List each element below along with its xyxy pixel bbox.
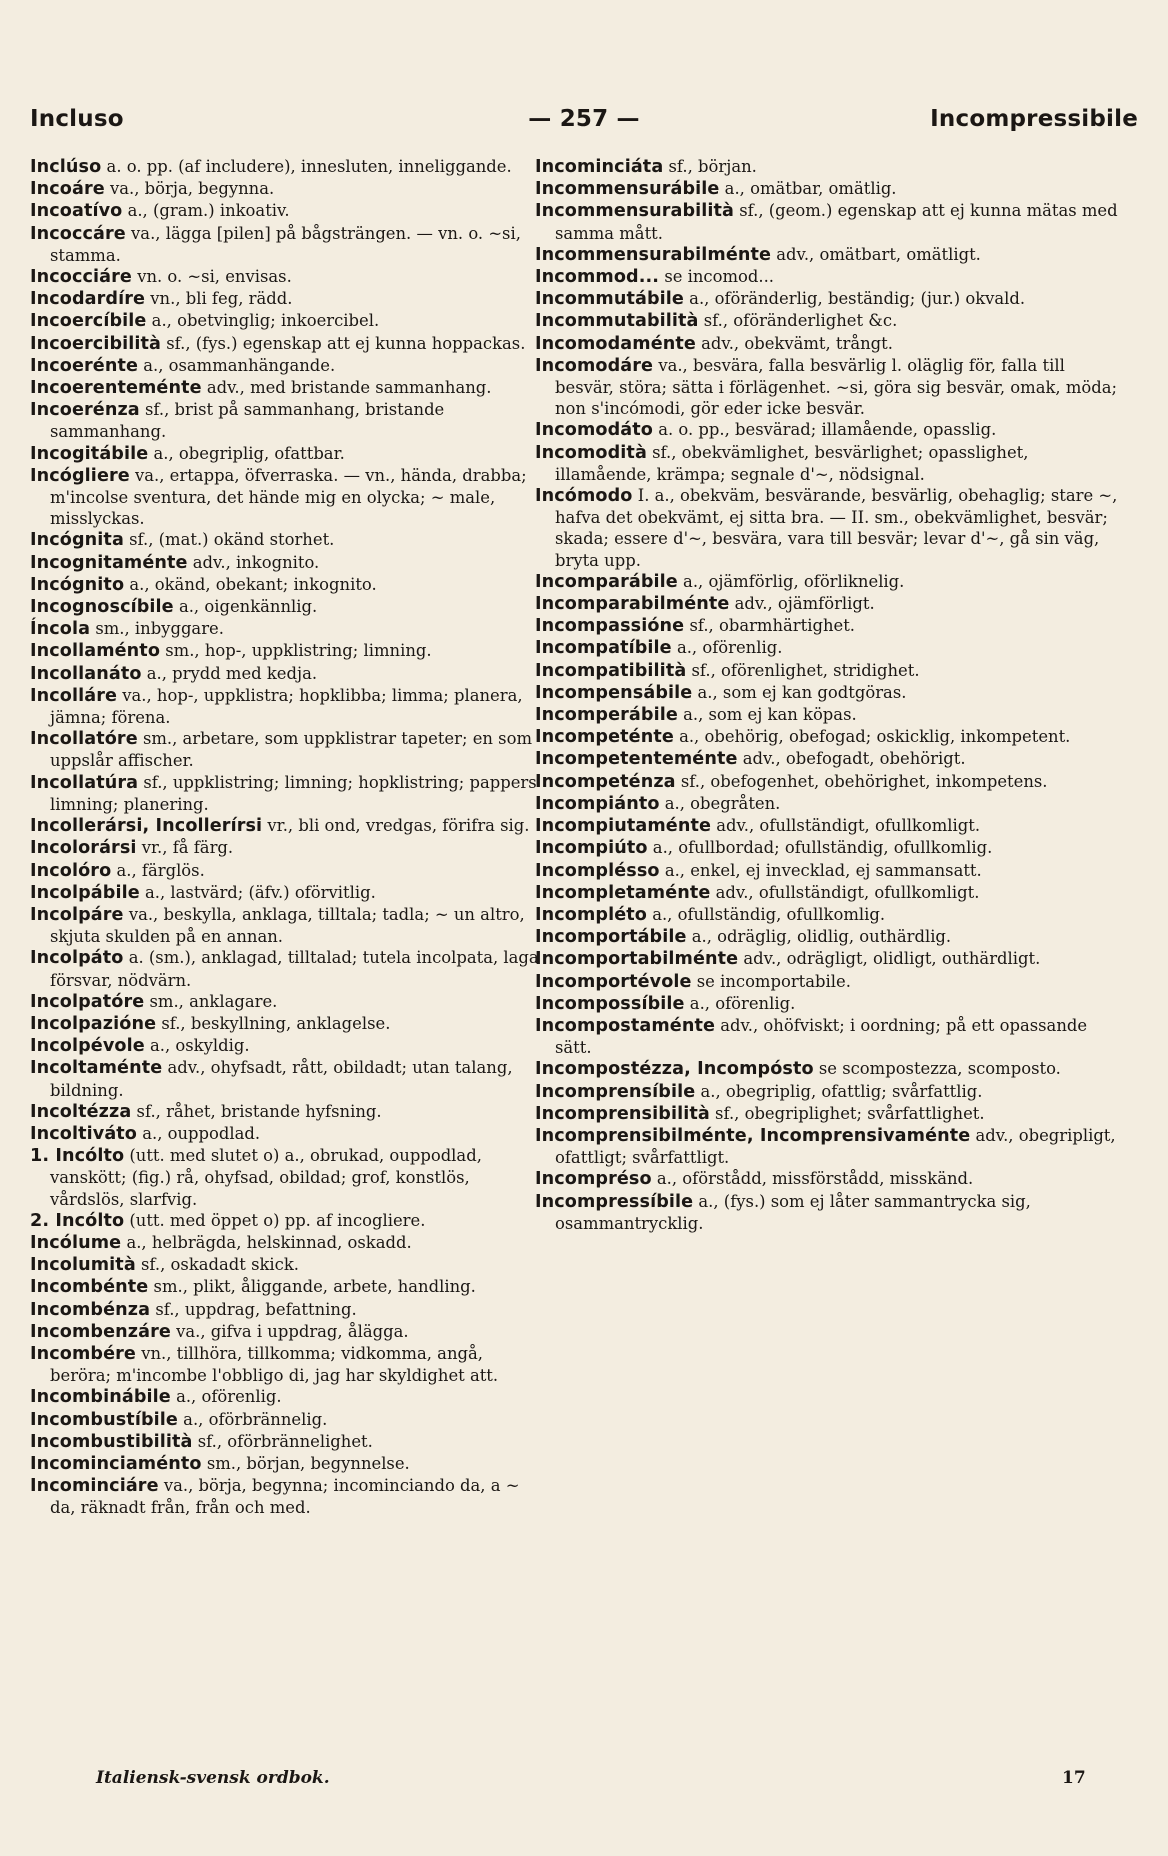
dictionary-entry xyxy=(535,726,1121,748)
entry-definition: sf., beskyllning, anklagelse. xyxy=(161,1013,391,1033)
entry-definition: sf., början. xyxy=(668,157,757,176)
entry-headword: Incolláre xyxy=(30,685,118,706)
dictionary-entry xyxy=(30,728,548,771)
entry-definition: sf., obegriplighet; svårfattlighet. xyxy=(715,1103,985,1123)
entry-definition: a., oskyldig. xyxy=(149,1036,250,1056)
entry-definition: a., oförbrännelig. xyxy=(183,1409,328,1429)
entry-definition: adv., obefogadt, obehörigt. xyxy=(742,749,966,769)
entry-headword: Incoatívo xyxy=(30,201,123,222)
dictionary-entry xyxy=(30,1343,548,1386)
dictionary-entry xyxy=(30,552,548,574)
entry-definition: a., obehörig, obefogad; oskicklig, inkompetent. xyxy=(679,727,1071,747)
dictionary-entry xyxy=(30,837,548,859)
entry-headword: Incolóro xyxy=(30,860,112,881)
entry-definition: sf., brist på sammanhang, bristande sammanhang. xyxy=(50,400,445,442)
dictionary-entry xyxy=(535,637,1121,659)
dictionary-entry xyxy=(535,682,1121,704)
entry-definition: a., oigenkännlig. xyxy=(178,597,318,617)
entry-headword: Incolpatóre xyxy=(30,991,145,1012)
entry-headword: Incompréso xyxy=(535,1169,652,1190)
entry-headword: Incollanáto xyxy=(30,663,142,684)
dictionary-entry xyxy=(535,310,1121,332)
dictionary-entry xyxy=(535,904,1121,926)
entry-headword: Incompatibilità xyxy=(535,660,687,681)
entry-definition: va., besvära, falla besvärlig l. oläglig för, falla till besvär, störa; sätta i förlägenhet. ~si, göra sig besvär, omak, möda; non s'incómodi, gör eder icke besvär. xyxy=(555,355,1118,419)
dictionary-entry xyxy=(30,200,548,222)
signature-mark: 17 xyxy=(1062,1768,1086,1788)
entry-headword: Incomodità xyxy=(535,442,647,463)
entry-headword: Incomparabilménte xyxy=(535,594,730,615)
dictionary-entry xyxy=(30,663,548,685)
entry-headword: Incollatúra xyxy=(30,772,139,793)
entry-definition: a., oföränderlig, beständig; (jur.) okvald. xyxy=(689,289,1026,309)
dictionary-entry xyxy=(535,793,1121,815)
entry-headword: Incollaménto xyxy=(30,641,161,662)
entry-headword: Incoerenteménte xyxy=(30,378,202,399)
entry-headword: Incommensurabilménte xyxy=(535,244,772,265)
entry-definition: va., lägga [pilen] på bågsträngen. — vn. o. ~si, stamma. xyxy=(50,223,521,265)
dictionary-entry xyxy=(30,355,548,377)
dictionary-entry xyxy=(535,948,1121,970)
dictionary-entry xyxy=(535,882,1121,904)
entry-headword: Incogitábile xyxy=(30,443,149,464)
dictionary-entry xyxy=(30,156,548,178)
entry-definition: a., oförenlig. xyxy=(689,993,796,1013)
entry-headword: Incominciáta xyxy=(535,157,664,177)
dictionary-entry xyxy=(30,1232,548,1254)
entry-headword: Incombustibilità xyxy=(30,1431,193,1452)
entry-definition: sf., obekvämlighet, besvärlighet; opasslighet, illamående, krämpa; segnale d'~, nödsignal. xyxy=(555,442,1029,484)
entry-definition: a., osammanhängande. xyxy=(143,355,336,375)
dictionary-entry xyxy=(30,377,548,399)
dictionary-entry xyxy=(30,947,548,990)
entry-headword: Incolpévole xyxy=(30,1036,145,1057)
dictionary-entry xyxy=(535,615,1121,637)
entry-headword: Íncola xyxy=(30,619,91,640)
entry-definition: sm., inbyggare. xyxy=(95,619,224,639)
dictionary-entry xyxy=(30,1145,548,1210)
entry-headword: Incólume xyxy=(30,1232,122,1253)
dictionary-entry xyxy=(535,156,1121,178)
entry-headword: Incomportévole xyxy=(535,971,692,992)
entry-definition: a., obegriplig, ofattlig; svårfattlig. xyxy=(700,1081,983,1101)
dictionary-entry xyxy=(30,529,548,551)
dictionary-entry xyxy=(535,1058,1121,1080)
entry-headword: Incommensurábile xyxy=(535,179,720,200)
dictionary-entry xyxy=(30,904,548,947)
entry-headword: Incomprensíbile xyxy=(535,1081,696,1102)
entry-headword: Incoerénza xyxy=(30,400,140,421)
dictionary-entry xyxy=(535,660,1121,682)
dictionary-entry xyxy=(535,926,1121,948)
entry-definition: sf., oskadadt skick. xyxy=(141,1255,299,1275)
entry-headword: Incompiutaménte xyxy=(535,816,711,837)
entry-headword: Incombénza xyxy=(30,1299,151,1320)
entry-definition: adv., ohyfsadt, rått, obildadt; utan talang, bildning. xyxy=(50,1058,513,1100)
dictionary-entry xyxy=(535,1168,1121,1190)
dictionary-entry xyxy=(30,223,548,266)
entry-definition: a., obegråten. xyxy=(664,793,781,813)
entry-headword: Incompassióne xyxy=(535,616,685,637)
entry-headword: Incoltaménte xyxy=(30,1058,163,1079)
dictionary-entry xyxy=(30,882,548,904)
dictionary-entry xyxy=(30,1210,548,1232)
entry-definition: I. a., obekväm, besvärande, besvärlig, obehaglig; stare ~, hafva det obekvämt, ej sitta bra. — II. sm., obekvämlighet, besvär; skada; essere d'~, besvära, vara till besvär; levar d'~, gå sin väg, bryta upp. xyxy=(555,486,1118,570)
entry-headword: Incoercíbile xyxy=(30,311,147,332)
dictionary-entry xyxy=(30,399,548,442)
entry-definition: a., ofullbordad; ofullständig, ofullkomlig. xyxy=(652,838,993,858)
entry-definition: adv., ojämförligt. xyxy=(734,594,875,614)
entry-definition: sf., obarmhärtighet. xyxy=(689,616,856,636)
dictionary-entry xyxy=(30,1431,548,1453)
entry-definition: sf., (geom.) egenskap att ej kunna mätas med samma mått. xyxy=(555,201,1118,243)
entry-headword: Incompléto xyxy=(535,904,647,925)
dictionary-entry xyxy=(535,355,1121,420)
entry-headword: Incomplésso xyxy=(535,860,660,881)
entry-definition: a., helbrägda, helskinnad, oskadd. xyxy=(126,1232,412,1252)
dictionary-entry xyxy=(30,574,548,596)
dictionary-entry xyxy=(535,971,1121,993)
entry-definition: sf., (fys.) egenskap att ej kunna hoppackas. xyxy=(166,333,526,353)
dictionary-entry xyxy=(535,571,1121,593)
dictionary-entry xyxy=(30,596,548,618)
dictionary-entry xyxy=(30,1453,548,1475)
entry-definition: a., ouppodlad. xyxy=(142,1123,261,1143)
entry-definition: a., prydd med kedja. xyxy=(146,663,318,683)
entry-definition: adv., obegripligt, ofattligt; svårfattligt. xyxy=(555,1125,1116,1168)
entry-headword: Incompiánto xyxy=(535,793,660,814)
entry-definition: a., färglös. xyxy=(116,860,205,880)
entry-definition: va., gifva i uppdrag, ålägga. xyxy=(176,1321,409,1341)
entry-definition: a., oförstådd, missförstådd, misskänd. xyxy=(656,1169,974,1189)
entry-headword: Incocciáre xyxy=(30,267,132,288)
entry-definition: sm., början, begynnelse. xyxy=(206,1453,410,1473)
entry-definition: vr., bli ond, vredgas, förifra sig. xyxy=(267,816,530,836)
entry-definition: va., hop-, uppklistra; hopklibba; limma; planera, jämna; förena. xyxy=(50,685,523,728)
entry-headword: Incombustíbile xyxy=(30,1409,178,1430)
entry-definition: adv., odrägligt, olidligt, outhärdligt. xyxy=(743,949,1041,969)
entry-headword: Incolpáto xyxy=(30,948,124,969)
entry-headword: Incolumità xyxy=(30,1255,136,1276)
dictionary-entry xyxy=(535,860,1121,882)
entry-headword: Incomperábile xyxy=(535,705,678,726)
entry-headword: Incominciáre xyxy=(30,1476,159,1497)
dictionary-entry xyxy=(535,815,1121,837)
entry-headword: Incolpáre xyxy=(30,904,124,925)
entry-definition: a. o. pp., besvärad; illamående, opasslig. xyxy=(658,420,997,440)
header-left-guideword: Incluso xyxy=(30,106,124,132)
entry-definition: adv., ofullständigt, ofullkomligt. xyxy=(715,882,980,902)
dictionary-entry xyxy=(535,288,1121,310)
entry-headword: Incompeténte xyxy=(535,727,674,748)
entry-definition: sm., hop-, uppklistring; limning. xyxy=(165,641,432,661)
entry-headword: Incompossíbile xyxy=(535,993,685,1014)
dictionary-entry xyxy=(30,1276,548,1298)
dictionary-entry xyxy=(535,993,1121,1015)
dictionary-entry xyxy=(30,991,548,1013)
dictionary-entry xyxy=(30,815,548,837)
dictionary-entry xyxy=(30,618,548,640)
entry-definition: sf., oförenlighet, stridighet. xyxy=(691,660,920,680)
entry-definition: sf., (mat.) okänd storhet. xyxy=(129,530,335,550)
entry-definition: sf., oföränderlighet &c. xyxy=(703,311,898,331)
entry-headword: Incoercibilità xyxy=(30,333,162,354)
entry-definition: adv., ohöfviskt; i oordning; på ett opassande sätt. xyxy=(555,1015,1088,1058)
entry-definition: a., okänd, obekant; inkognito. xyxy=(129,574,377,594)
entry-headword: Incominciaménto xyxy=(30,1453,202,1474)
entry-definition: sm., anklagare. xyxy=(149,991,278,1011)
dictionary-entry xyxy=(30,465,548,530)
entry-headword: Incompostézza, Incompósto xyxy=(535,1059,814,1080)
entry-definition: a., ojämförlig, oförliknelig. xyxy=(683,571,905,591)
entry-headword: Incómodo xyxy=(535,486,633,507)
dictionary-entry xyxy=(30,860,548,882)
entry-headword: Incombére xyxy=(30,1343,136,1364)
entry-headword: Incompressíbile xyxy=(535,1191,694,1212)
dictionary-entry xyxy=(535,442,1121,485)
entry-definition: a., (gram.) inkoativ. xyxy=(127,201,290,221)
entry-headword: Inclúso xyxy=(30,157,102,177)
entry-definition: sf., uppklistring; limning; hopklistring; pappers limning; planering. xyxy=(50,772,537,814)
entry-headword: Incollerársi, Incollerírsi xyxy=(30,816,263,837)
entry-definition: a., obetvinglig; inkoercibel. xyxy=(151,311,380,331)
entry-definition: a., oförenlig. xyxy=(676,638,783,658)
entry-headword: Incógliere xyxy=(30,465,130,486)
dictionary-entry xyxy=(30,1101,548,1123)
dictionary-entry xyxy=(535,593,1121,615)
footer-book-title: Italiensk-svensk ordbok. xyxy=(96,1768,330,1788)
entry-definition: adv., obekvämt, trångt. xyxy=(701,333,893,353)
page-number: — 257 — xyxy=(528,106,640,132)
entry-definition: sm., plikt, åliggande, arbete, handling. xyxy=(153,1277,476,1297)
entry-headword: Incommutabilità xyxy=(535,311,699,332)
dictionary-entry xyxy=(535,1015,1121,1058)
entry-definition: se scompostezza, scomposto. xyxy=(818,1059,1061,1079)
entry-headword: Incomparábile xyxy=(535,571,678,592)
dictionary-entry xyxy=(30,685,548,728)
dictionary-entry xyxy=(535,1081,1121,1103)
dictionary-entry xyxy=(30,640,548,662)
dictionary-entry xyxy=(30,1409,548,1431)
dictionary-entry xyxy=(30,1057,548,1100)
entry-definition: adv., med bristande sammanhang. xyxy=(206,378,492,398)
dictionary-entry xyxy=(535,1103,1121,1125)
entry-definition: a., omätbar, omätlig. xyxy=(724,179,897,199)
dictionary-entry xyxy=(30,443,548,465)
dictionary-entry xyxy=(30,772,548,815)
entry-headword: Incombenzáre xyxy=(30,1321,171,1342)
entry-headword: Incógnito xyxy=(30,574,125,595)
dictionary-entry xyxy=(535,485,1121,571)
entry-definition: adv., inkognito. xyxy=(192,552,320,572)
entry-definition: sm., arbetare, som uppklistrar tapeter; en som uppslår affischer. xyxy=(50,729,532,771)
dictionary-entry xyxy=(535,244,1121,266)
entry-definition: a., som ej kan godtgöras. xyxy=(697,682,907,702)
entry-headword: Incombénte xyxy=(30,1277,149,1298)
dictionary-entry xyxy=(535,1191,1121,1234)
entry-definition: va., börja, begynna; incominciando da, a ~ da, räknadt från, från och med. xyxy=(50,1476,520,1518)
entry-headword: Incompatíbile xyxy=(535,638,672,659)
entry-headword: Incoltiváto xyxy=(30,1123,137,1144)
entry-headword: Incombinábile xyxy=(30,1387,171,1408)
entry-headword: Incommutábile xyxy=(535,289,684,310)
dictionary-entry xyxy=(535,333,1121,355)
entry-definition: se incomod... xyxy=(664,267,775,287)
entry-definition: (utt. med öppet o) pp. af incogliere. xyxy=(129,1210,426,1230)
entry-headword: Incoáre xyxy=(30,179,105,200)
dictionary-entry xyxy=(30,1254,548,1276)
entry-headword: Incomprensibilità xyxy=(535,1103,710,1124)
dictionary-entry xyxy=(535,178,1121,200)
entry-headword: 1. Incólto xyxy=(30,1146,125,1167)
entry-definition: a., ofullständig, ofullkomlig. xyxy=(652,904,886,924)
entry-headword: Incommensurabilità xyxy=(535,201,735,222)
entry-definition: a., som ej kan köpas. xyxy=(683,705,857,725)
entry-definition: a. o. pp. (af includere), innesluten, inneliggande. xyxy=(106,157,512,176)
entry-definition: a., lastvärd; (äfv.) oförvitlig. xyxy=(145,882,376,902)
entry-headword: Incomodáre xyxy=(535,355,654,376)
entry-headword: Incolpazióne xyxy=(30,1013,157,1034)
entry-definition: sf., råhet, bristande hyfsning. xyxy=(136,1101,382,1121)
dictionary-entry xyxy=(535,200,1121,243)
dictionary-entry xyxy=(30,288,548,310)
entry-headword: Incompeténza xyxy=(535,771,676,792)
entry-headword: Incomodaménte xyxy=(535,333,696,354)
right-column xyxy=(535,156,1121,1736)
entry-definition: a., obegriplig, ofattbar. xyxy=(153,443,345,463)
dictionary-entry xyxy=(30,1321,548,1343)
dictionary-entry xyxy=(30,1386,548,1408)
entry-headword: Incomportabilménte xyxy=(535,949,739,970)
entry-headword: Incollatóre xyxy=(30,729,138,750)
entry-definition: adv., omätbart, omätligt. xyxy=(776,244,981,264)
entry-definition: sf., oförbrännelighet. xyxy=(197,1431,373,1451)
entry-headword: Incognoscíbile xyxy=(30,597,174,618)
dictionary-entry xyxy=(30,266,548,288)
entry-definition: vr., få färg. xyxy=(141,838,234,858)
dictionary-entry xyxy=(535,419,1121,441)
dictionary-entry xyxy=(30,1475,548,1518)
entry-headword: Incolpábile xyxy=(30,882,140,903)
entry-definition: adv., ofullständigt, ofullkomligt. xyxy=(716,816,981,836)
dictionary-entry xyxy=(535,266,1121,288)
entry-definition: vn., bli feg, rädd. xyxy=(150,289,293,309)
entry-headword: Incognitaménte xyxy=(30,552,188,573)
entry-definition: va., beskylla, anklaga, tilltala; tadla; ~ un altro, skjuta skulden på en annan. xyxy=(50,904,525,947)
entry-definition: a. (sm.), anklagad, tilltalad; tutela incolpata, laga försvar, nödvärn. xyxy=(50,948,539,990)
entry-headword: Incompiúto xyxy=(535,838,648,859)
entry-headword: 2. Incólto xyxy=(30,1210,125,1231)
entry-definition: vn., tillhöra, tillkomma; vidkomma, angå, beröra; m'incombe l'obbligo di, jag har skyldighet att. xyxy=(50,1343,499,1386)
entry-definition: a., oförenlig. xyxy=(176,1387,282,1407)
entry-definition: a., enkel, ej invecklad, ej sammansatt. xyxy=(664,860,982,880)
entry-headword: Incompletaménte xyxy=(535,882,711,903)
entry-headword: Incodardíre xyxy=(30,289,146,310)
entry-headword: Incoccáre xyxy=(30,223,126,244)
running-head xyxy=(30,106,1138,136)
entry-headword: Incompetenteménte xyxy=(535,749,738,770)
dictionary-entry xyxy=(30,178,548,200)
dictionary-entry xyxy=(535,748,1121,770)
dictionary-entry xyxy=(30,1035,548,1057)
entry-definition: vn. o. ~si, envisas. xyxy=(137,267,292,287)
entry-definition: se incomportabile. xyxy=(696,971,851,991)
dictionary-entry xyxy=(535,1125,1121,1168)
dictionary-entry xyxy=(535,704,1121,726)
dictionary-entry xyxy=(30,1013,548,1035)
entry-headword: Incompostaménte xyxy=(535,1015,715,1036)
left-column xyxy=(30,156,548,1736)
entry-definition: a., odräglig, olidlig, outhärdlig. xyxy=(691,927,952,947)
entry-definition: va., börja, begynna. xyxy=(110,179,275,199)
dictionary-entry xyxy=(30,310,548,332)
entry-headword: Incomodáto xyxy=(535,420,653,441)
entry-headword: Incomprensibilménte, Incomprensivaménte xyxy=(535,1125,971,1146)
entry-definition: va., ertappa, öfverraska. — vn., hända, drabba; m'incolse sventura, det hände mig en olycka; ~ male, misslyckas. xyxy=(50,465,527,529)
entry-definition: sf., uppdrag, befattning. xyxy=(155,1299,357,1319)
dictionary-entry xyxy=(535,837,1121,859)
entry-headword: Incolorársi xyxy=(30,838,137,859)
entry-definition: (utt. med slutet o) a., obrukad, ouppodlad, vanskött; (fig.) rå, ohyfsad, obildad; grof, konstlös, vårdslös, slarfvig. xyxy=(50,1146,482,1209)
entry-headword: Incommod... xyxy=(535,267,660,288)
dictionary-entry xyxy=(30,1123,548,1145)
entry-headword: Incompensábile xyxy=(535,682,693,703)
entry-definition: sf., obefogenhet, obehörighet, inkompetens. xyxy=(680,771,1048,791)
dictionary-entry xyxy=(30,1299,548,1321)
entry-headword: Incomportábile xyxy=(535,927,687,948)
dictionary-entry xyxy=(30,333,548,355)
entry-headword: Incoltézza xyxy=(30,1101,132,1122)
dictionary-entry xyxy=(535,771,1121,793)
header-right-guideword: Incompressibile xyxy=(930,106,1138,132)
entry-definition: a., (fys.) som ej låter sammantrycka sig, osammantrycklig. xyxy=(555,1191,1031,1233)
entry-headword: Incoerénte xyxy=(30,355,138,376)
entry-headword: Incógnita xyxy=(30,530,124,551)
